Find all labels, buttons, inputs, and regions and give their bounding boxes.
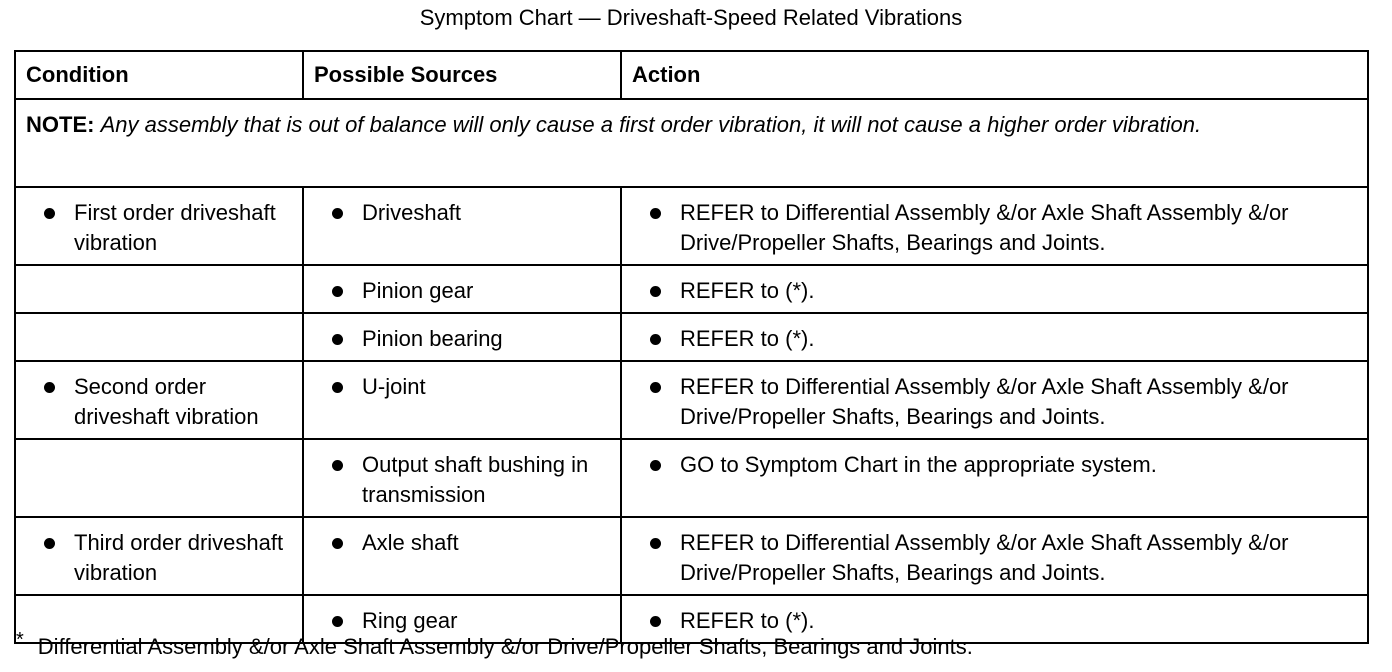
source-cell-text: Axle shaft [362,530,459,555]
action-cell [621,517,1368,595]
note-row [15,99,1368,187]
condition-cell-text: Second order driveshaft vibration [74,374,259,429]
action-cell-text: REFER to Differential Assembly &/or Axle Shaft Assembly &/or Drive/Propeller Shafts, Bearings and Joints. [680,374,1289,429]
bullet-icon [650,334,661,345]
bullet-icon [44,538,55,549]
header-possible-sources: Possible Sources [303,51,621,99]
source-cell-text: Ring gear [362,608,458,633]
action-cell-text: REFER to (*). [680,326,815,351]
table-row [15,187,1368,265]
action-cell [621,361,1368,439]
condition-cell [15,187,303,265]
footnote-marker: * [16,629,24,651]
bullet-icon [332,286,343,297]
note-label: NOTE: [26,112,95,137]
action-cell-text: REFER to Differential Assembly &/or Axle Shaft Assembly &/or Drive/Propeller Shafts, Bearings and Joints. [680,530,1289,585]
bullet-icon [44,382,55,393]
action-cell [621,187,1368,265]
condition-cell [15,361,303,439]
note-cell [15,99,1368,187]
footnote [16,629,973,660]
source-cell [303,361,621,439]
action-cell-text: GO to Symptom Chart in the appropriate system. [680,452,1157,477]
source-cell-text: Output shaft bushing in transmission [362,452,589,507]
bullet-icon [332,334,343,345]
bullet-icon [650,538,661,549]
source-cell-text: Pinion bearing [362,326,503,351]
bullet-icon [332,382,343,393]
source-cell-text: Driveshaft [362,200,462,225]
page-title: Symptom Chart — Driveshaft-Speed Related Vibrations [419,5,963,30]
action-cell-text: REFER to (*). [680,608,815,633]
source-cell-text: Pinion gear [362,278,474,303]
header-row [15,51,1368,99]
bullet-icon [332,538,343,549]
source-cell [303,265,621,313]
bullet-icon [332,616,343,627]
source-cell [303,187,621,265]
bullet-icon [332,208,343,219]
source-cell [303,313,621,361]
header-condition: Condition [15,51,303,99]
source-cell [303,439,621,517]
action-cell [621,439,1368,517]
table-row [15,313,1368,361]
bullet-icon [650,382,661,393]
source-cell [303,517,621,595]
bullet-icon [650,286,661,297]
bullet-icon [44,208,55,219]
bullet-icon [650,460,661,471]
symptom-chart-table [14,50,1369,644]
note-text: Any assembly that is out of balance will only cause a first order vibration, it will not cause a higher order vibration. [100,112,1202,137]
source-cell-text: U-joint [362,374,426,399]
condition-cell-text: First order driveshaft vibration [74,200,276,255]
condition-cell-text: Third order driveshaft vibration [74,530,284,585]
action-cell [621,265,1368,313]
header-action: Action [621,51,1368,99]
condition-cell [15,265,303,313]
table-row [15,439,1368,517]
action-cell-text: REFER to (*). [680,278,815,303]
action-cell [621,313,1368,361]
bullet-icon [650,616,661,627]
footnote-text: Differential Assembly &/or Axle Shaft Assembly &/or Drive/Propeller Shafts, Bearings and Joints. [37,634,973,659]
action-cell-text: REFER to Differential Assembly &/or Axle Shaft Assembly &/or Drive/Propeller Shafts, Bearings and Joints. [680,200,1289,255]
table-row [15,361,1368,439]
table-row [15,265,1368,313]
condition-cell [15,517,303,595]
bullet-icon [650,208,661,219]
bullet-icon [332,460,343,471]
condition-cell [15,439,303,517]
condition-cell [15,313,303,361]
table-row [15,517,1368,595]
